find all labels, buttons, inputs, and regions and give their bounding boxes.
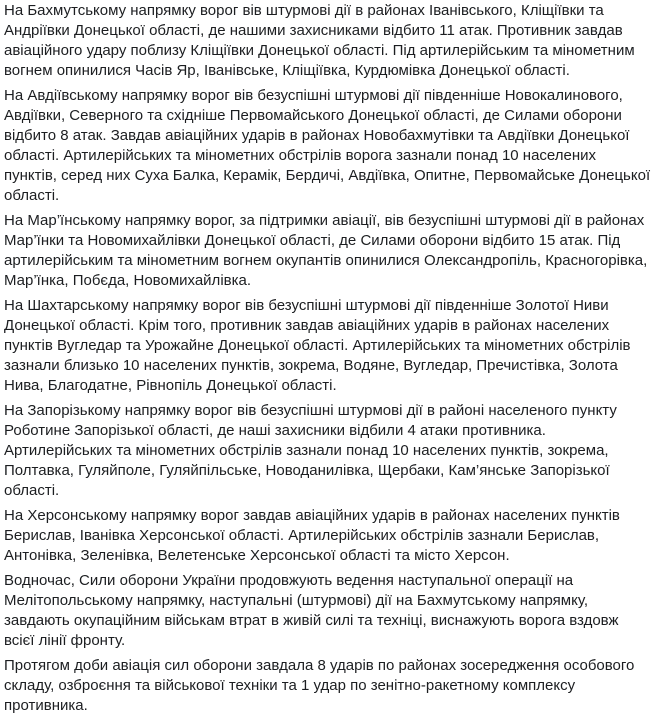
paragraph-bakhmut-direction: На Бахмутському напрямку ворог вів штурмові дії в районах Іванівського, Кліщіївки та Андріївки Донецької області, де нашими захисниками відбито 11 атак. Противник завдав авіаційного удару поблизу Кліщіївки Донецької області. Під артилерійським та мінометним вогнем опинилися Часів Яр, Іванівське, Кліщіївка, Курдюмівка Донецької області. <box>4 2 635 79</box>
paragraph-marinka-direction: На Мар’їнському напрямку ворог, за підтримки авіації, вів безуспішні штурмові дії в районах Мар’їнки та Новомихайлівки Донецької області, де Силами оборони відбито 15 атак. Під артилерійським та мінометним вогнем окупантів опинилися Олександропіль, Красногорівка, Мар’їнка, Побєда, Новомихайлівка. <box>4 212 648 289</box>
paragraph-avdiivka-direction: На Авдіївському напрямку ворог вів безуспішні штурмові дії південніше Новокалинового, Авдіївки, Северного та східніше Первомайського Донецької області, де Силами оборони відбито 8 атак. Завдав авіаційних ударів в районах Новобахмутівки та Авдіївки Донецької області. Артилерійських та мінометних обстрілів ворога зазнали понад 10 населених пунктів, серед них Суха Балка, Керамік, Бердичі, Авдіївка, Опитне, Первомайське Донецької області. <box>4 87 651 204</box>
paragraph-kherson-direction: На Херсонському напрямку ворог завдав авіаційних ударів в районах населених пунктів Берислав, Іванівка Херсонської області. Артилерійських обстрілів зазнали Берислав, Антонівка, Зеленівка, Велетенське Херсонської області та місто Херсон. <box>4 507 620 564</box>
paragraph-shakhtarsk-direction: На Шахтарському напрямку ворог вів безуспішні штурмові дії південніше Золотої Ниви Донецької області. Крім того, противник завдав авіаційних ударів в районах населених пунктів Вугледар та Урожайне Донецької області. Артилерійських та мінометних обстрілів зазнали близько 10 населених пунктів, зокрема, Водяне, Вугледар, Пречистівка, Золота Нива, Благодатне, Рівнопіль Донецької області. <box>4 297 631 394</box>
paragraph-defense-forces-summary: Водночас, Сили оборони України продовжують ведення наступальної операції на Мелітопольському напрямку, наступальні (штурмові) дії на Бахмутському напрямку, завдають окупаційним військам втрат в живій силі та техніці, виснажують ворога вздовж всієї лінії фронту. <box>4 572 619 649</box>
operational-report <box>4 1 653 716</box>
paragraph-zaporizhzhia-direction: На Запорізькому напрямку ворог вів безуспішні штурмові дії в районі населеного пункту Роботине Запорізької області, де наші захисники відбили 4 атаки противника. Артилерійських та мінометних обстрілів зазнали понад 10 населених пунктів, зокрема, Полтавка, Гуляйполе, Гуляйпільське, Новоданилівка, Щербаки, Кам’янське Запорізької області. <box>4 402 617 499</box>
paragraph-aviation-strikes: Протягом доби авіація сил оборони завдала 8 ударів по районах зосередження особового складу, озброєння та військової техніки та 1 удар по зенітно-ракетному комплексу противника. <box>4 657 635 714</box>
